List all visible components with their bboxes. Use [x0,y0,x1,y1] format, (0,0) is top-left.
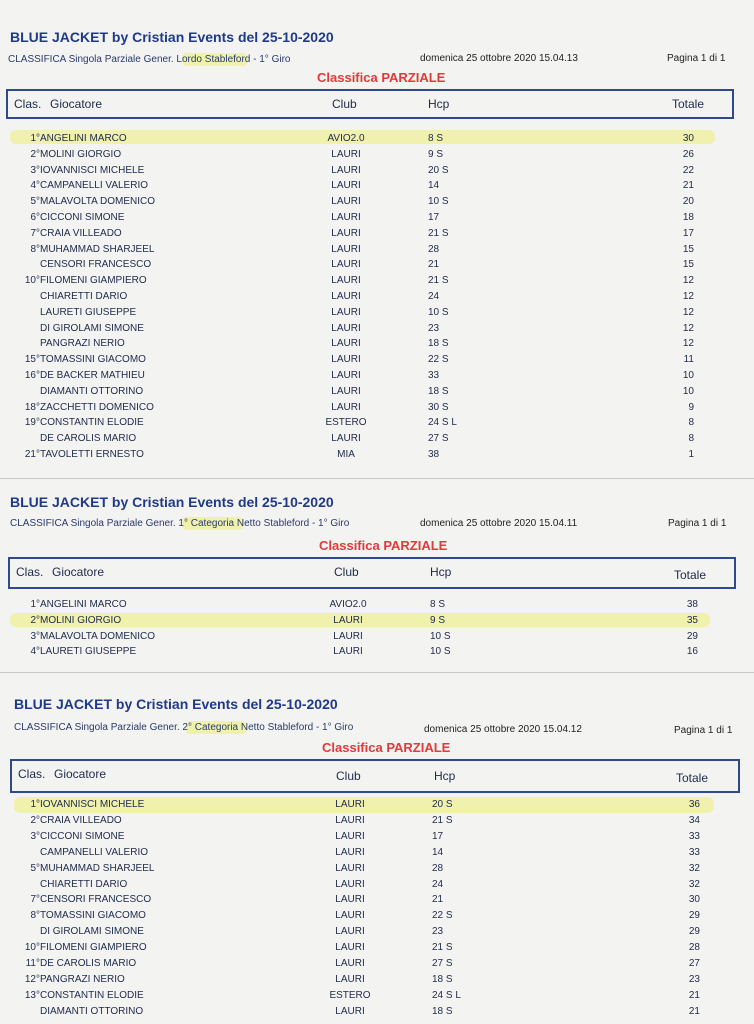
club-cell: LAURI [335,942,365,954]
col-hcp-header: Hcp [430,565,452,579]
hcp-cell: 24 S L [432,989,461,1001]
table-header [10,759,740,793]
col-club-header: Club [334,565,359,579]
total-cell: 21 [682,180,694,192]
club-cell: LAURI [331,212,361,223]
total-cell: 20 [682,196,694,208]
hcp-cell: 21 S [432,814,453,826]
total-cell: 36 [688,799,700,810]
total-cell: 29 [686,630,698,642]
total-cell: 22 [682,164,694,176]
table-row [0,829,754,845]
hcp-cell: 10 S [430,646,451,658]
total-cell: 12 [682,338,694,350]
player-name-cell: CHIARETTI DARIO [40,291,128,302]
player-name-cell: FILOMENI GIAMPIERO [40,275,147,287]
club-cell: LAURI [335,814,365,826]
club-cell: LAURI [331,433,361,445]
club-cell: AVIO2.0 [329,599,367,610]
player-name-cell: MOLINI GIORGIO [40,148,122,160]
hcp-cell: 18 S [428,338,449,350]
hcp-cell: 27 S [432,958,453,969]
player-name-cell: TAVOLETTI ERNESTO [40,449,144,460]
total-cell: 15 [682,259,694,271]
position-cell: 1° [30,133,40,144]
hcp-cell: 22 S [428,354,449,366]
total-cell: 27 [688,958,700,969]
total-cell: 16 [686,646,698,658]
position-cell: 21° [24,449,40,460]
player-name-cell: DE BACKER MATHIEU [40,370,145,381]
club-cell: LAURI [335,830,365,842]
hcp-cell: 21 S [428,275,449,287]
player-name-cell: MUHAMMAD SHARJEEL [40,243,155,255]
club-cell: LAURI [335,799,365,810]
page-number: Pagina 1 di 1 [674,725,733,736]
club-cell: LAURI [335,1005,365,1017]
total-cell: 30 [688,894,700,906]
position-cell: 2° [30,614,40,626]
table-row [0,1004,754,1020]
table-row [0,861,754,877]
total-cell: 38 [686,599,698,610]
position-cell: 8° [30,910,40,922]
total-cell: 32 [688,862,700,874]
player-name-cell: DIAMANTI OTTORINO [40,1005,144,1017]
player-name-cell: ANGELINI MARCO [40,599,127,610]
total-cell: 12 [682,306,694,318]
position-cell: 10° [24,942,40,954]
club-cell: LAURI [333,646,363,658]
col-club-header: Club [332,97,357,111]
position-cell: 7° [30,227,40,239]
player-name-cell: DI GIROLAMI SIMONE [40,926,144,938]
hcp-cell: 24 S L [428,417,457,429]
print-date: domenica 25 ottobre 2020 15.04.12 [424,724,582,735]
classifica-subtitle: CLASSIFICA Singola Parziale Gener. Lordo Stableford - 1° Giro [8,54,291,65]
col-clas-header: Clas. [14,97,42,111]
hcp-cell: 10 S [430,630,451,642]
club-cell: LAURI [331,275,361,287]
total-cell: 17 [682,227,694,239]
position-cell: 18° [24,401,40,413]
player-name-cell: IOVANNISCI MICHELE [40,799,145,810]
col-giocatore-header: Giocatore [50,97,103,111]
player-name-cell: DIAMANTI OTTORINO [40,385,144,397]
player-name-cell: CAMPANELLI VALERIO [40,846,148,858]
club-cell: LAURI [331,385,361,397]
parziale-title: Classifica PARZIALE [322,740,451,755]
total-cell: 30 [682,133,694,144]
hcp-cell: 27 S [428,433,449,445]
table-row [0,813,754,829]
total-cell: 18 [682,212,694,223]
page-number: Pagina 1 di 1 [667,53,726,64]
table-row [0,924,754,940]
player-name-cell: CAMPANELLI VALERIO [40,180,148,192]
player-name-cell: IOVANNISCI MICHELE [40,164,145,176]
club-cell: LAURI [331,401,361,413]
player-name-cell: CONSTANTIN ELODIE [40,417,144,429]
total-cell: 32 [688,878,700,890]
parziale-title: Classifica PARZIALE [317,70,446,85]
hcp-cell: 8 S [430,599,446,610]
total-cell: 1 [688,449,694,460]
club-cell: LAURI [331,322,361,334]
player-name-cell: CRAIA VILLEADO [40,814,122,826]
player-name-cell: CONSTANTIN ELODIE [40,989,144,1001]
event-title: BLUE JACKET by Cristian Events del 25-10-2020 [10,29,334,45]
classifica-subtitle: CLASSIFICA Singola Parziale Gener. 1° Categoria Netto Stableford - 1° Giro [10,518,350,529]
club-cell: LAURI [335,862,365,874]
total-cell: 10 [682,370,694,381]
hcp-cell: 33 [428,370,440,381]
position-cell: 15° [24,354,40,366]
position-cell: 11° [25,958,40,969]
hcp-cell: 18 S [432,1005,453,1017]
table-row [0,892,754,908]
position-cell: 19° [24,417,40,429]
club-cell: MIA [337,449,355,460]
player-name-cell: MALAVOLTA DOMENICO [40,630,156,642]
total-cell: 12 [682,291,694,302]
hcp-cell: 9 S [430,614,446,626]
player-name-cell: DE CAROLIS MARIO [40,958,137,969]
hcp-cell: 21 S [428,227,449,239]
col-totale-header: Totale [676,771,709,785]
club-cell: LAURI [333,630,363,642]
position-cell: 2° [30,148,40,160]
col-totale-header: Totale [674,568,707,582]
player-name-cell: TOMASSINI GIACOMO [40,354,146,366]
club-cell: LAURI [331,227,361,239]
position-cell: 5° [30,196,40,208]
event-title: BLUE JACKET by Cristian Events del 25-10-2020 [10,494,334,510]
player-name-cell: CENSORI FRANCESCO [40,259,152,271]
club-cell: LAURI [335,846,365,858]
table-row [0,877,754,893]
hcp-cell: 24 [428,291,440,302]
club-cell: LAURI [335,878,365,890]
hcp-cell: 21 [432,894,444,906]
hcp-cell: 9 S [428,148,444,160]
hcp-cell: 17 [432,830,444,842]
club-cell: LAURI [333,614,363,626]
hcp-cell: 28 [432,862,444,874]
table-row [0,797,754,813]
total-cell: 33 [688,846,700,858]
player-name-cell: FILOMENI GIAMPIERO [40,942,147,954]
col-clas-header: Clas. [16,565,44,579]
hcp-cell: 21 S [432,942,453,954]
total-cell: 21 [688,989,700,1001]
player-name-cell: DI GIROLAMI SIMONE [40,322,144,334]
club-cell: LAURI [331,259,361,271]
club-cell: LAURI [331,196,361,208]
position-cell: 2° [30,814,40,826]
player-name-cell: DE CAROLIS MARIO [40,433,137,445]
table-row [0,908,754,924]
col-totale-header: Totale [672,97,705,111]
total-cell: 21 [688,1005,700,1017]
total-cell: 26 [682,148,694,160]
hcp-cell: 23 [432,926,444,938]
page-number: Pagina 1 di 1 [668,518,727,529]
hcp-cell: 20 S [432,799,453,810]
hcp-cell: 10 S [428,306,449,318]
table-row [0,956,754,972]
club-cell: LAURI [331,354,361,366]
hcp-cell: 23 [428,322,440,334]
hcp-cell: 20 S [428,164,449,176]
total-cell: 9 [688,401,694,413]
position-cell: 1° [30,599,40,610]
club-cell: LAURI [331,148,361,160]
player-name-cell: LAURETI GIUSEPPE [40,646,137,658]
total-cell: 34 [688,814,700,826]
hcp-cell: 24 [432,878,444,890]
event-title: BLUE JACKET by Cristian Events del 25-10-2020 [14,696,338,712]
total-cell: 10 [682,385,694,397]
position-cell: 7° [30,894,40,906]
table-row [0,988,754,1004]
total-cell: 8 [688,417,694,429]
club-cell: LAURI [335,958,365,969]
position-cell: 13° [24,989,40,1001]
player-name-cell: PANGRAZI NERIO [40,338,125,350]
hcp-cell: 18 S [428,385,449,397]
hcp-cell: 22 S [432,910,453,922]
total-cell: 35 [686,614,698,626]
hcp-cell: 21 [428,259,440,271]
print-date: domenica 25 ottobre 2020 15.04.13 [420,53,578,64]
club-cell: ESTERO [329,989,371,1001]
position-cell: 3° [30,830,40,842]
col-giocatore-header: Giocatore [52,565,105,579]
position-cell: 8° [30,243,40,255]
hcp-cell: 38 [428,449,440,460]
player-name-cell: TOMASSINI GIACOMO [40,910,146,922]
total-cell: 12 [682,322,694,334]
position-cell: 6° [30,212,40,223]
hcp-cell: 28 [428,243,440,255]
col-hcp-header: Hcp [428,97,450,111]
player-name-cell: ANGELINI MARCO [40,133,127,144]
parziale-title: Classifica PARZIALE [319,538,448,553]
position-cell: 5° [30,862,40,874]
position-cell: 10° [24,275,40,287]
total-cell: 12 [682,275,694,287]
club-cell: LAURI [331,306,361,318]
hcp-cell: 18 S [432,973,453,985]
total-cell: 23 [688,973,700,985]
club-cell: LAURI [331,370,361,381]
club-cell: LAURI [335,894,365,906]
position-cell: 16° [24,370,40,381]
club-cell: LAURI [331,164,361,176]
table-row [0,972,754,988]
club-cell: LAURI [335,926,365,938]
player-name-cell: CICCONI SIMONE [40,212,125,223]
col-hcp-header: Hcp [434,769,456,783]
total-cell: 29 [688,926,700,938]
total-cell: 8 [688,433,694,445]
hcp-cell: 17 [428,212,440,223]
player-name-cell: ZACCHETTI DOMENICO [40,401,154,413]
player-name-cell: MOLINI GIORGIO [40,614,122,626]
total-cell: 28 [688,942,700,954]
hcp-cell: 14 [432,846,444,858]
table-row [0,845,754,861]
hcp-cell: 30 S [428,401,449,413]
club-cell: LAURI [335,973,365,985]
club-cell: LAURI [331,243,361,255]
total-cell: 29 [688,910,700,922]
club-cell: LAURI [331,180,361,192]
player-name-cell: CENSORI FRANCESCO [40,894,152,906]
total-cell: 11 [683,354,694,366]
position-cell: 12° [24,973,40,985]
hcp-cell: 8 S [428,133,444,144]
position-cell: 3° [30,164,40,176]
player-name-cell: CHIARETTI DARIO [40,878,128,890]
print-date: domenica 25 ottobre 2020 15.04.11 [420,518,578,529]
player-name-cell: CRAIA VILLEADO [40,227,122,239]
player-name-cell: LAURETI GIUSEPPE [40,306,137,318]
hcp-cell: 10 S [428,196,449,208]
club-cell: LAURI [335,910,365,922]
position-cell: 4° [30,180,40,192]
table-row [0,940,754,956]
club-cell: AVIO2.0 [327,133,365,144]
col-club-header: Club [336,769,361,783]
total-cell: 15 [682,243,694,255]
club-cell: LAURI [331,338,361,350]
club-cell: ESTERO [325,417,367,429]
total-cell: 33 [688,830,700,842]
hcp-cell: 14 [428,180,440,192]
classifica-subtitle: CLASSIFICA Singola Parziale Gener. 2° Categoria Netto Stableford - 1° Giro [14,722,354,733]
position-cell: 4° [30,646,40,658]
player-name-cell: PANGRAZI NERIO [40,973,125,985]
position-cell: 1° [30,799,40,810]
player-name-cell: MALAVOLTA DOMENICO [40,196,156,208]
col-giocatore-header: Giocatore [54,767,107,781]
player-name-cell: CICCONI SIMONE [40,830,125,842]
col-clas-header: Clas. [18,767,46,781]
player-name-cell: MUHAMMAD SHARJEEL [40,862,155,874]
position-cell: 3° [30,630,40,642]
club-cell: LAURI [331,291,361,302]
